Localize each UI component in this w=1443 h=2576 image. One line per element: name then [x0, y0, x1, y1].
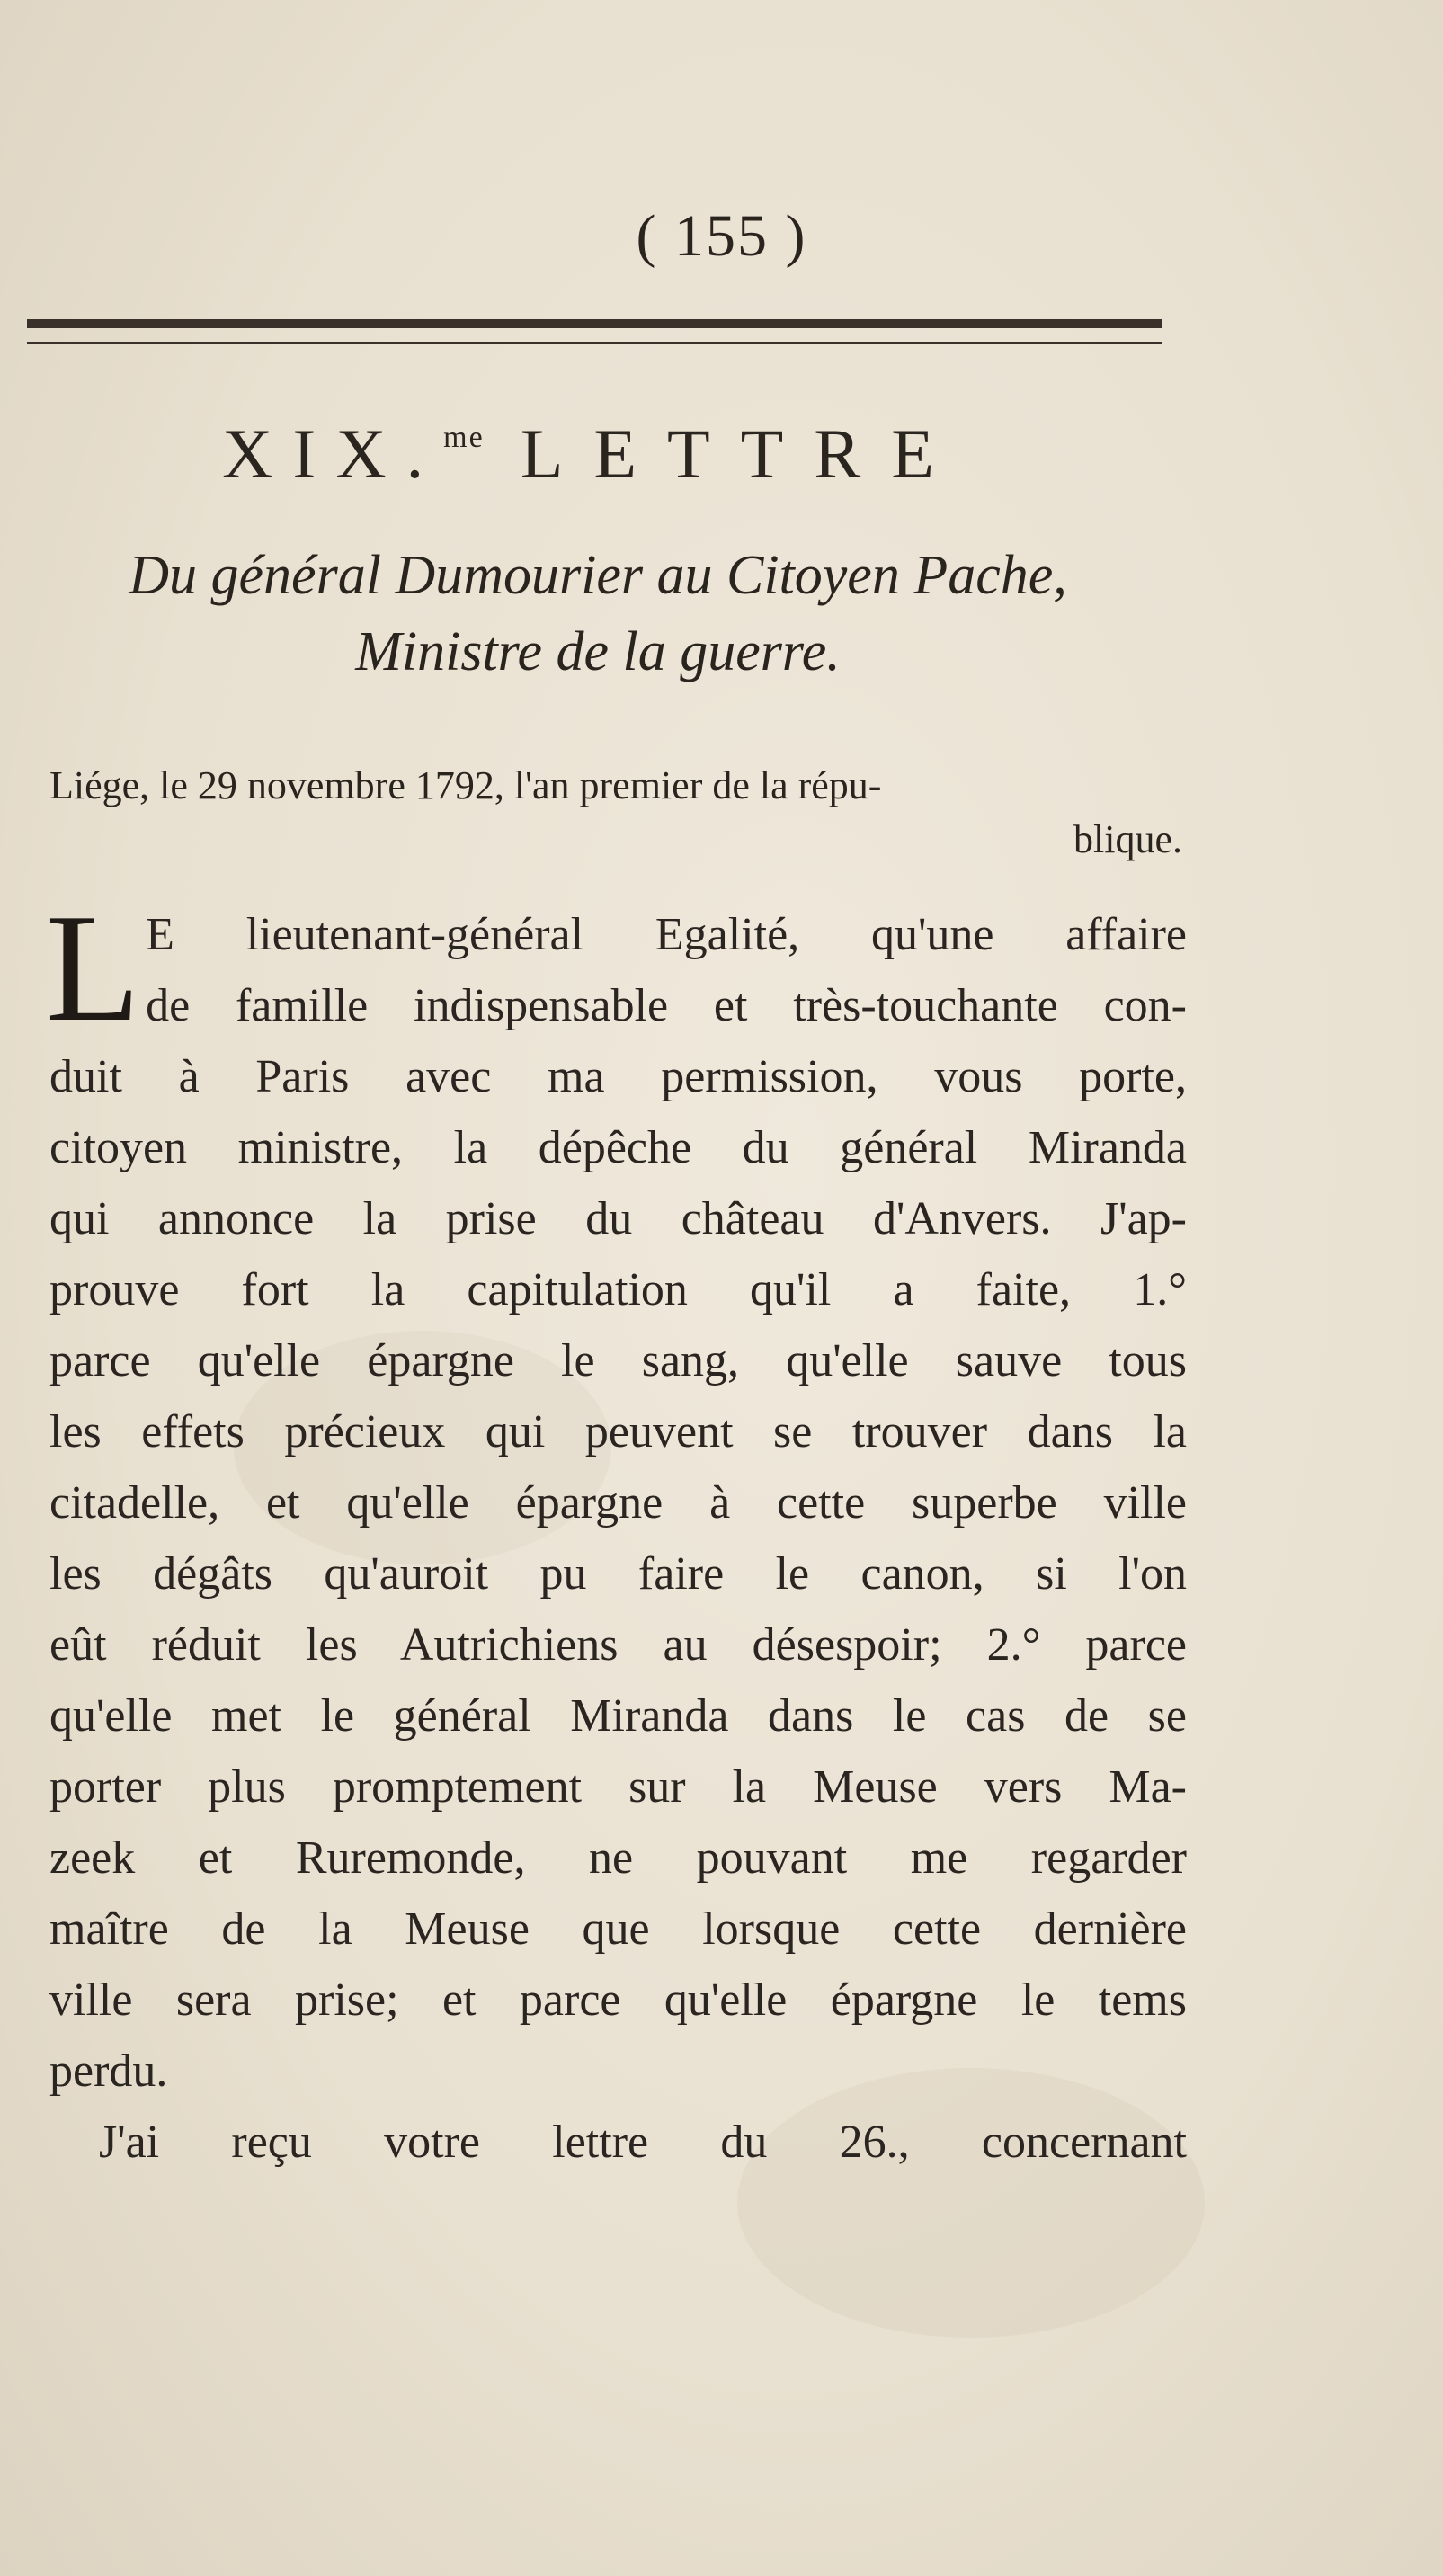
header-rule-thick: [27, 319, 1162, 328]
letter-number-superscript: me: [443, 421, 485, 454]
letter-word: LETTRE: [520, 414, 965, 493]
body-line: eût réduit les Autrichiens au désespoir; 2.° parce: [49, 1619, 1187, 1671]
dateline-line-2: blique.: [1073, 817, 1182, 861]
body-line: citoyen ministre, la dépêche du général Miranda: [49, 1122, 1187, 1173]
body-line: perdu.: [49, 2046, 168, 2097]
dateline-line-1: Liége, le 29 novembre 1792, l'an premier de la répu-: [49, 763, 882, 807]
body-line: qu'elle met le général Miranda dans le cas de se: [49, 1690, 1187, 1742]
body-line-new-paragraph: J'ai reçu votre lettre du 26., concernant: [99, 2117, 1187, 2168]
body-line: les dégâts qu'auroit pu faire le canon, si l'on: [49, 1548, 1187, 1600]
body-line-first: E lieutenant-général Egalité, qu'une affaire: [146, 909, 1187, 960]
body-line: qui annonce la prise du château d'Anvers. J'ap-: [49, 1193, 1187, 1244]
header-rule-thin: [27, 342, 1162, 344]
body-line: citadelle, et qu'elle épargne à cette superbe ville: [49, 1477, 1187, 1529]
letter-number: XIX.: [222, 414, 444, 493]
body-line: zeek et Ruremonde, ne pouvant me regarder: [49, 1832, 1187, 1884]
drop-cap: L: [46, 883, 141, 1054]
subtitle-line-1: Du général Dumourier au Citoyen Pache,: [129, 545, 1067, 606]
page-number: ( 155 ): [636, 203, 807, 269]
body-line: prouve fort la capitulation qu'il a faite, 1.°: [49, 1264, 1187, 1315]
body-line: porter plus promptement sur la Meuse vers Ma-: [49, 1761, 1187, 1813]
subtitle-line-2: Ministre de la guerre.: [355, 621, 841, 682]
body-line: les effets précieux qui peuvent se trouver dans la: [49, 1406, 1187, 1457]
body-line: ville sera prise; et parce qu'elle épargne le tems: [49, 1974, 1187, 2026]
body-line: maître de la Meuse que lorsque cette dernière: [49, 1903, 1187, 1955]
body-line: de famille indispensable et très-touchante con-: [146, 980, 1187, 1031]
body-line: duit à Paris avec ma permission, vous porte,: [49, 1051, 1187, 1102]
body-line: parce qu'elle épargne le sang, qu'elle sauve tous: [49, 1335, 1187, 1386]
letter-heading: [0, 414, 1187, 495]
letter-body: [46, 883, 1187, 2178]
